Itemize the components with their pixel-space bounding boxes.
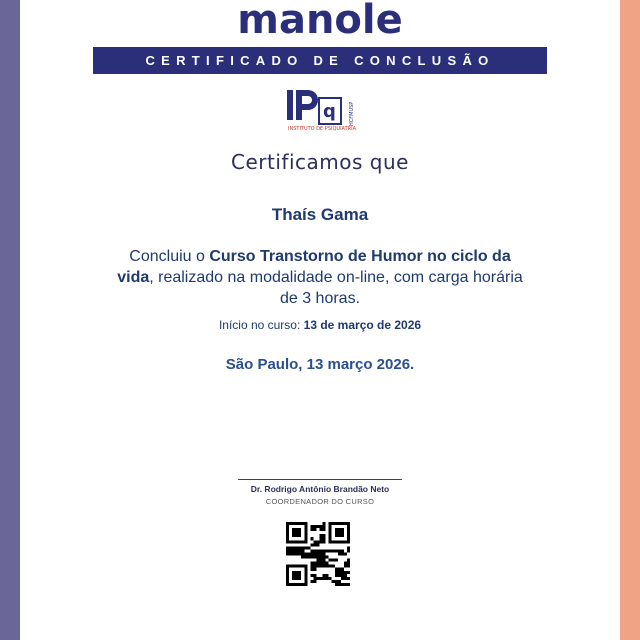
manole-logo bbox=[0, 0, 640, 43]
course-start bbox=[0, 318, 640, 332]
institute-tagline: INSTITUTO DE PSIQUIATRIA bbox=[288, 126, 356, 132]
signature-line bbox=[238, 479, 402, 480]
place-and-date: São Paulo, 13 março 2026. bbox=[225, 356, 415, 373]
certificate-intro: Certificamos que bbox=[231, 150, 409, 174]
ipq-institute-logo bbox=[287, 90, 357, 138]
qr-code[interactable] bbox=[286, 522, 350, 586]
completion-statement bbox=[110, 246, 530, 309]
institute-side-label: HCFMUSP bbox=[349, 101, 355, 126]
start-date: 13 de março de 2026 bbox=[303, 318, 422, 332]
signer-name: Dr. Rodrigo Antônio Brandão Neto bbox=[250, 484, 390, 494]
certificate-title-banner: CERTIFICADO DE CONCLUSÃO bbox=[93, 47, 547, 74]
course-title: Curso Transtorno de Humor no ciclo da vida bbox=[117, 248, 511, 286]
signer-role: COORDENADOR DO CURSO bbox=[265, 497, 375, 506]
completion-prefix: Concluiu o bbox=[129, 248, 205, 265]
start-label: Início no curso: bbox=[218, 318, 301, 332]
recipient-name: Thaís Gama bbox=[271, 205, 369, 224]
completion-suffix: , realizado na modalidade on-line, com carga horária de 3 horas. bbox=[149, 269, 523, 307]
logo-text: manole bbox=[237, 0, 403, 43]
svg-text:q: q bbox=[323, 101, 336, 122]
